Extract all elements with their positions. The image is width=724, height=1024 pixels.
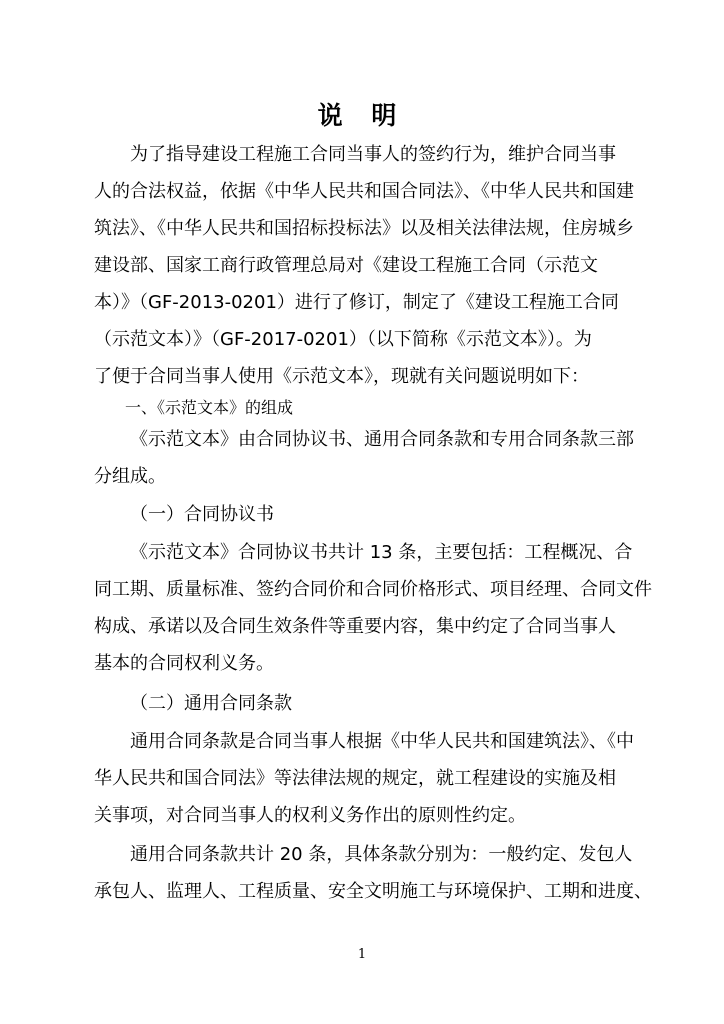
paragraph-line: 人的合法权益，依据《中华人民共和国合同法》、《中华人民共和国建 [94, 181, 634, 202]
paragraph-line: 《示范文本》由合同协议书、通用合同条款和专用合同条款三部 [130, 429, 634, 450]
paragraph-line: 基本的合同权利义务。 [94, 653, 274, 674]
paragraph-line: 同工期、质量标准、签约合同价和合同价格形式、项目经理、合同文件 [94, 579, 652, 600]
paragraph-line: 关事项，对合同当事人的权利义务作出的原则性约定。 [94, 805, 526, 826]
paragraph-line: （示范文本）》（GF-2017-0201）（以下简称《示范文本》）。为 [94, 329, 592, 350]
paragraph-line: 《示范文本》合同协议书共计 13 条，主要包括：工程概况、合 [130, 542, 633, 563]
paragraph-line: 为了指导建设工程施工合同当事人的签约行为，维护合同当事 [130, 144, 616, 165]
paragraph-line: 分组成。 [94, 466, 166, 487]
page-title: 说 明 [317, 101, 407, 130]
paragraph-line: 华人民共和国合同法》等法律法规的规定，就工程建设的实施及相 [94, 768, 616, 789]
paragraph-line: 建设部、国家工商行政管理总局对《建设工程施工合同（示范文 [94, 255, 598, 276]
paragraph-line: 本）》（GF-2013-0201）进行了修订，制定了《建设工程施工合同 [94, 292, 619, 313]
section-heading: 一、《示范文本》的组成 [125, 398, 294, 417]
paragraph-line: 了便于合同当事人使用《示范文本》，现就有关问题说明如下： [94, 366, 589, 387]
paragraph-line: 通用合同条款共计 20 条，具体条款分别为：一般约定、发包人 [130, 844, 633, 865]
subsection-heading: （一）合同协议书 [130, 504, 274, 525]
paragraph-line: 筑法》、《中华人民共和国招标投标法》以及相关法律法规，住房城乡 [94, 218, 634, 239]
paragraph-line: 承包人、监理人、工程质量、安全文明施工与环境保护、工期和进度、 [94, 881, 652, 902]
page-number: 1 [357, 947, 367, 962]
paragraph-line: 构成、承诺以及合同生效条件等重要内容，集中约定了合同当事人 [94, 616, 616, 637]
paragraph-line: 通用合同条款是合同当事人根据《中华人民共和国建筑法》、《中 [130, 731, 634, 752]
subsection-heading: （二）通用合同条款 [130, 693, 292, 714]
